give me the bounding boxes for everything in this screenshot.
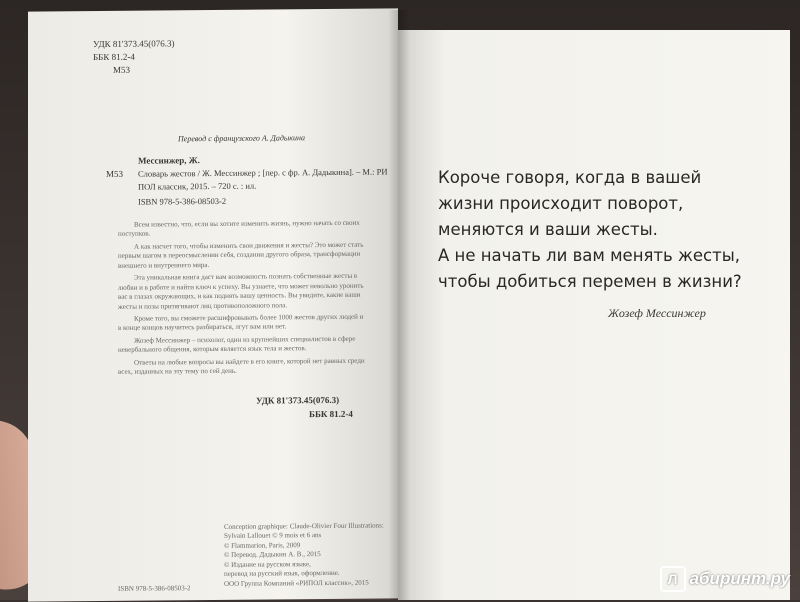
credits [224, 521, 394, 589]
credit-line: © Перевод. Дадыкин А. В., 2015 [224, 550, 321, 560]
credit-line: © Издание на русском языке, [224, 559, 311, 569]
annotation-paragraph: А как насчет того, чтобы изменить свои движения и жесты? Это может стать первым шагом в переосмыслении себя, создании другого образа, трансформации внешнего и внутреннего мира. [118, 240, 364, 270]
left-page [28, 8, 398, 601]
quote-line: жизни происходит поворот, [438, 194, 684, 213]
book-gutter [388, 10, 410, 600]
annotation-paragraph: Всем известно, что, если вы хотите изменить жизнь, нужно начать со своих поступков. [118, 218, 360, 239]
author-heading: Мессинжер, Ж. [138, 155, 200, 166]
quote-line: Короче говоря, когда в вашей [438, 168, 702, 187]
credit-line: Sylvain Lallouet © 9 mois et 6 ans [224, 531, 322, 541]
bib-line-2: ПОЛ классик, 2015. – 720 с. : ил. [138, 180, 257, 192]
annotation-paragraph: Жозеф Мессинжер – психолог, один из крупнейших специалистов в сфере невербального общения, которым является язык тела и жестов. [118, 334, 356, 355]
bib-code: М53 [106, 168, 124, 179]
quote-line: меняются и ваши жесты. [438, 220, 658, 239]
bib-line-1: Словарь жестов / Ж. Мессинжер ; [пер. с фр. А. Дадыкина]. – М.: РИ [138, 166, 388, 179]
right-page [398, 30, 790, 600]
labirint-logo-icon: Л [660, 566, 686, 592]
author-code: М53 [113, 64, 131, 75]
quote-line: А не начать ли вам менять жесты, [438, 246, 740, 265]
annotation-paragraph: Ответы на любые вопросы вы найдете в его книге, которой нет равных среди всех, изданных на эту тему по сей день. [118, 356, 365, 376]
udk-bottom: УДК 81'373.45(076.3) [256, 394, 340, 406]
quote-author: Жозеф Мессинжер [608, 306, 706, 320]
annotation-paragraph: Кроме того, вы сможете расшифровывать более 1000 жестов других людей и в конце концов научитесь разбираться, лгут вам или нет. [118, 312, 364, 333]
isbn-bottom: ISBN 978-5-386-08503-2 [118, 584, 191, 593]
watermark [660, 566, 790, 592]
credit-line: © Flammarion, Paris, 2009 [224, 541, 301, 550]
quote-line: чтобы добиться перемен в жизни? [438, 272, 742, 291]
bbk-bottom: ББК 81.2-4 [309, 408, 353, 420]
udk-code: УДК 81'373.45(076.3) [93, 38, 175, 50]
credit-line: перевод на русский язык, оформление. [224, 569, 340, 579]
translation-credit: Перевод с французского А. Дадыкина [178, 133, 306, 144]
annotation-paragraph: Эта уникальная книга даст вам возможность познать собственные жесты в любви и в работе и найти ключ к успеху. Вы узнаете, что может невольно уронить вас в глазах окружающих, и как поднять вашу ценность. Вы увидите, какие ваши жесты и позы притягивают лиц противоположного пола. [118, 271, 364, 311]
bbk-code: ББК 81.2-4 [93, 51, 135, 63]
annotation [118, 219, 366, 378]
credit-line: ООО Группа Компаний «РИПОЛ классик», 2015 [224, 578, 369, 588]
epigraph-quote [438, 165, 768, 295]
credit-line: Conception graphique: Claude-Olivier Four Illustrations: [224, 521, 384, 531]
watermark-text: абиринт.ру [689, 569, 790, 588]
isbn: ISBN 978-5-386-08503-2 [138, 195, 227, 207]
